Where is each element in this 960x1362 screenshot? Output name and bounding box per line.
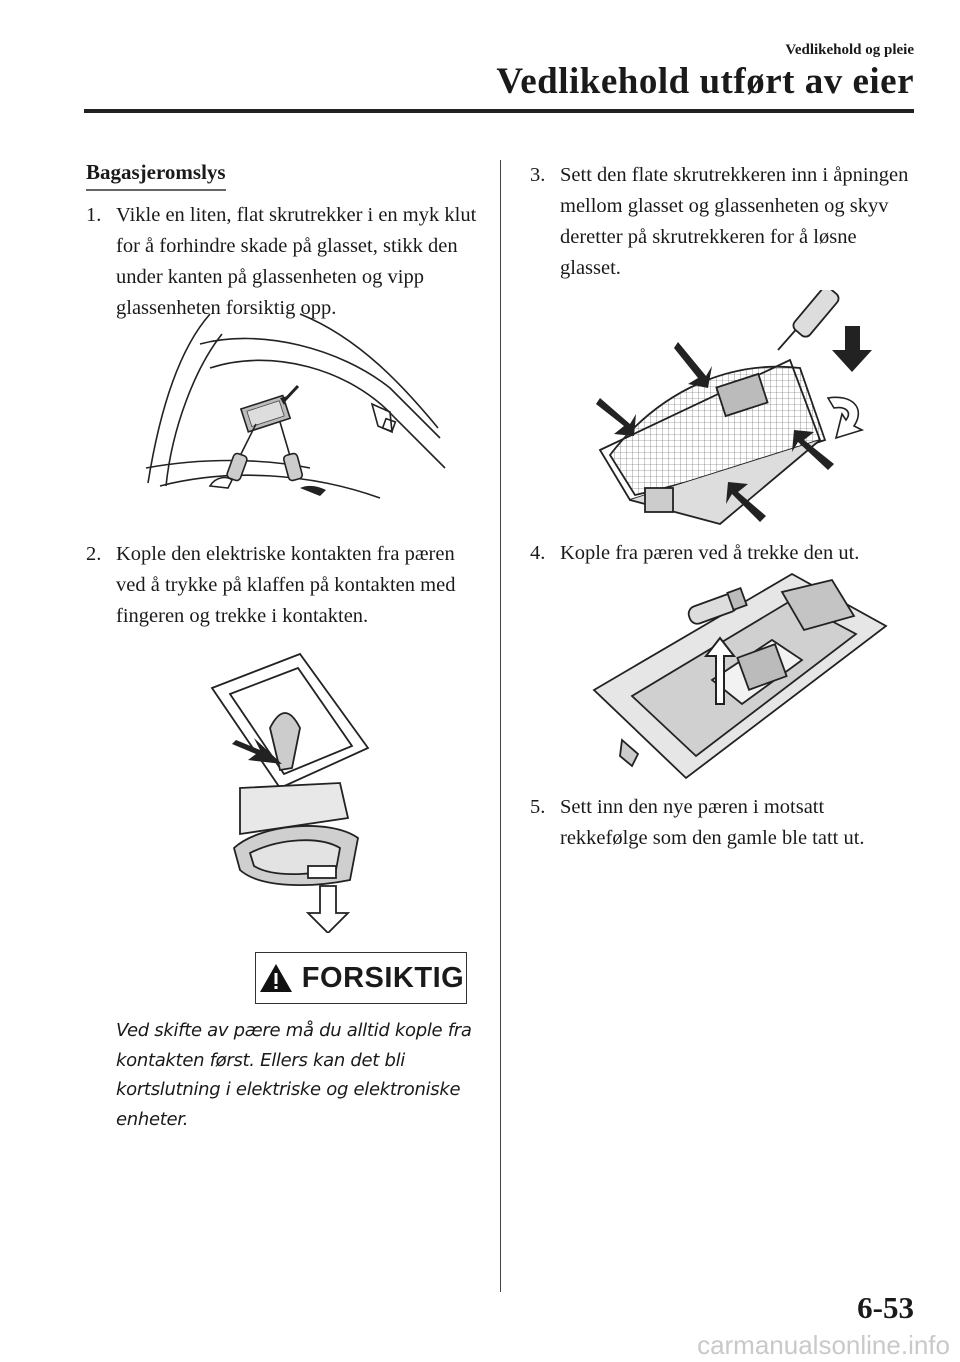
step-3 bbox=[530, 160, 910, 284]
page-number: 6-53 bbox=[857, 1290, 914, 1325]
step-number: 3. bbox=[530, 164, 546, 186]
column-divider bbox=[500, 160, 501, 1292]
step-number: 1. bbox=[86, 204, 102, 226]
page-title: Vedlikehold utført av eier bbox=[496, 61, 914, 102]
step-text: Kople fra pæren ved å trekke den ut. bbox=[560, 542, 860, 564]
header-divider bbox=[84, 109, 914, 113]
step-text: Vikle en liten, flat skrutrekker i en myk klut for å forhindre skade på glasset, stikk den under kanten på glassenheten og vipp glassenheten forsiktig opp. bbox=[116, 204, 477, 319]
step-text: Kople den elektriske kontakten fra pæren ved å trykke på klaffen på kontakten med fingeren og trekke i kontakten. bbox=[116, 543, 456, 627]
trunk-light-removal-illustration bbox=[140, 308, 450, 508]
caution-text: Ved skifte av pære må du alltid kople fra kontakten først. Ellers kan det bli kortslutning i elektriske og elektroniske enheter. bbox=[116, 1020, 472, 1130]
step-text: Sett inn den nye pæren i motsatt rekkefølge som den gamle ble tatt ut. bbox=[560, 796, 865, 849]
caution-label: FORSIKTIG bbox=[301, 961, 465, 994]
step-5 bbox=[530, 792, 910, 854]
step-number: 5. bbox=[530, 796, 546, 818]
step-2 bbox=[86, 539, 486, 632]
step-4 bbox=[530, 538, 910, 569]
connector-disconnect-illustration bbox=[200, 648, 380, 933]
watermark: carmanualsonline.info bbox=[697, 1330, 950, 1360]
section-title: Bagasjeromslys bbox=[86, 160, 226, 191]
step-number: 4. bbox=[530, 542, 546, 564]
bulb-removal-illustration bbox=[592, 570, 890, 782]
caution-box bbox=[255, 952, 467, 1004]
header-subtitle: Vedlikehold og pleie bbox=[785, 42, 914, 58]
step-1 bbox=[86, 200, 486, 324]
step-number: 2. bbox=[86, 543, 102, 565]
warning-icon bbox=[258, 962, 294, 994]
glass-release-illustration bbox=[590, 290, 890, 535]
step-text: Sett den flate skrutrekkeren inn i åpningen mellom glasset og glassenheten og skyv deretter på skrutrekkeren for å løsne glasset. bbox=[560, 164, 909, 279]
